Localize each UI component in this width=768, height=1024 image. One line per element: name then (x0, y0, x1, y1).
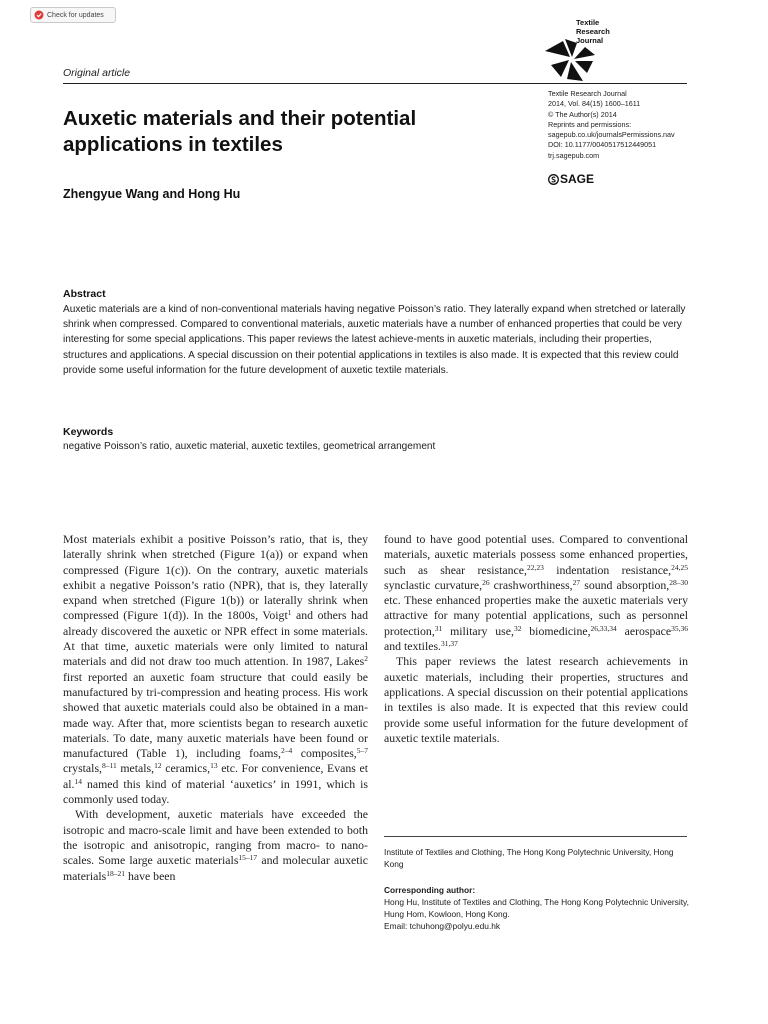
logo-line-2: Research (576, 27, 610, 36)
header-rule (63, 83, 687, 84)
logo-line-1: Textile (576, 18, 600, 27)
footnote-rule (384, 836, 687, 837)
keywords-heading: Keywords (63, 426, 114, 438)
journal-meta (548, 89, 708, 161)
meta-journal: Textile Research Journal (548, 89, 627, 98)
body-paragraph-2: With development, auxetic materials have exceeded the isotropic and macro-scale limit and have been extended to both the isotropic and anisotropic, ranging from macro- to nano-scales. Some large auxetic materials$^{15-17}$ and molecular auxetic materials$^{18-21}$ have been (63, 807, 369, 883)
keywords-text: negative Poisson’s ratio, auxetic material, auxetic textiles, geometrical arrangement (63, 441, 436, 452)
article-type: Original article (63, 67, 131, 79)
corresponding-author-heading: Corresponding author: (384, 885, 476, 895)
paper-title: Auxetic materials and their potential applications in textiles (63, 107, 417, 156)
check-for-updates-badge[interactable] (30, 7, 116, 23)
meta-copyright: © The Author(s) 2014 (548, 109, 617, 119)
body-column-left (63, 532, 368, 884)
paper-authors: Zhengyue Wang and Hong Hu (63, 187, 241, 201)
publisher-name: SAGE (560, 172, 595, 186)
check-updates-icon (34, 10, 44, 20)
abstract-heading: Abstract (63, 288, 106, 300)
logo-line-3: Journal (576, 36, 604, 45)
meta-reprints: Reprints and permissions: (548, 119, 632, 129)
corresponding-author-email[interactable]: Email: tchuhong@polyu.edu.hk (384, 921, 501, 931)
footnote-affiliation: Institute of Textiles and Clothing, The Hong Kong Polytechnic University, Hong Kong (384, 847, 674, 869)
meta-doi[interactable]: DOI: 10.1177/0040517512449051 (548, 140, 657, 150)
meta-volume: 2014, Vol. 84(15) 1600–1611 (548, 99, 641, 109)
footnote (384, 846, 694, 932)
journal-logo-mark (543, 37, 603, 83)
body-paragraph-3: found to have good potential uses. Compared to conventional materials, auxetic materials possess some enhanced properties, such as shear resistance,$^{22,23}$ indentation resistance,$^{24,25}$ synclastic curvature,$^{26}$ crashworthiness,$^{27}$ sound absorption,$^{28-30}$ etc. These enhanced properties make the auxetic materials very attractive for many potential applications, such as personnel protection,$^{31}$ military use,$^{32}$ biomedicine,$^{26,33,34}$ aerospace$^{35,36}$ and textiles.$^{31,37}$ (384, 532, 688, 654)
meta-site-link[interactable]: trj.sagepub.com (548, 150, 600, 160)
abstract-text: Auxetic materials are a kind of non-conventional materials having negative Poisson’s ratio. They laterally expand when stretched or laterally shrink when compressed. Compared to conventional materials, auxetic materials have a number of enhanced properties that could be very interesting for some special applications. This paper reviews the latest achieve-ments in auxetic materials, including their properties, structures and applications. A special discussion on their potential applications in textiles is also made. It is expected that this review could provide some useful information for the future development of auxetic textile materials. (63, 304, 686, 376)
publisher-logo (548, 172, 594, 186)
body-column-right (384, 532, 688, 746)
sage-icon (548, 174, 559, 185)
corresponding-author-text: Hong Hu, Institute of Textiles and Clothing, The Hong Kong Polytechnic University, Hung Hom, Kowloon, Hong Kong. (384, 897, 689, 919)
check-for-updates-label: Check for updates (47, 11, 104, 19)
body-paragraph-1: Most materials exhibit a positive Poisson’s ratio, that is, they laterally shrink when stretched (Figure 1(a)) or expand when compressed (Figure 1(c)). On the contrary, auxetic materials exhibit a negative Poisson’s ratio (NPR), that is, they laterally expand when stretched (Figure 1(b)) or laterally shrink when compressed (Figure 1(d)). In the 1800s, Voigt$^1$ and others had already discovered the auxetic or NPR effect in some materials. At that time, auxetic materials were only limited to natural materials and did not draw too much attention. In 1987, Lakes$^2$ first reported an auxetic foam structure that could easily be manufactured by tri-compression and heating process. His work showed that auxetic materials could also be obtained in a man-made way. After that, more scientists began to research auxetic materials. To date, many auxetic materials have been found or manufactured (Table 1), including foams,$^{2-4}$ composites,$^{5-7}$ crystals,$^{8-11}$ metals,$^{12}$ ceramics,$^{13}$ etc. For convenience, Evans et al.$^{14}$ named this kind of material ‘auxetics’ in 1991, which is commonly used today. (63, 532, 368, 807)
meta-permissions-link[interactable]: sagepub.co.uk/journalsPermissions.nav (548, 130, 675, 140)
body-paragraph-4: This paper reviews the latest research achievements in auxetic materials, including their properties, structures and applications. A special discussion on their potential applications in textiles is also made. It is expected that this review could provide some useful information for the future development of auxetic textile materials. (384, 654, 688, 745)
